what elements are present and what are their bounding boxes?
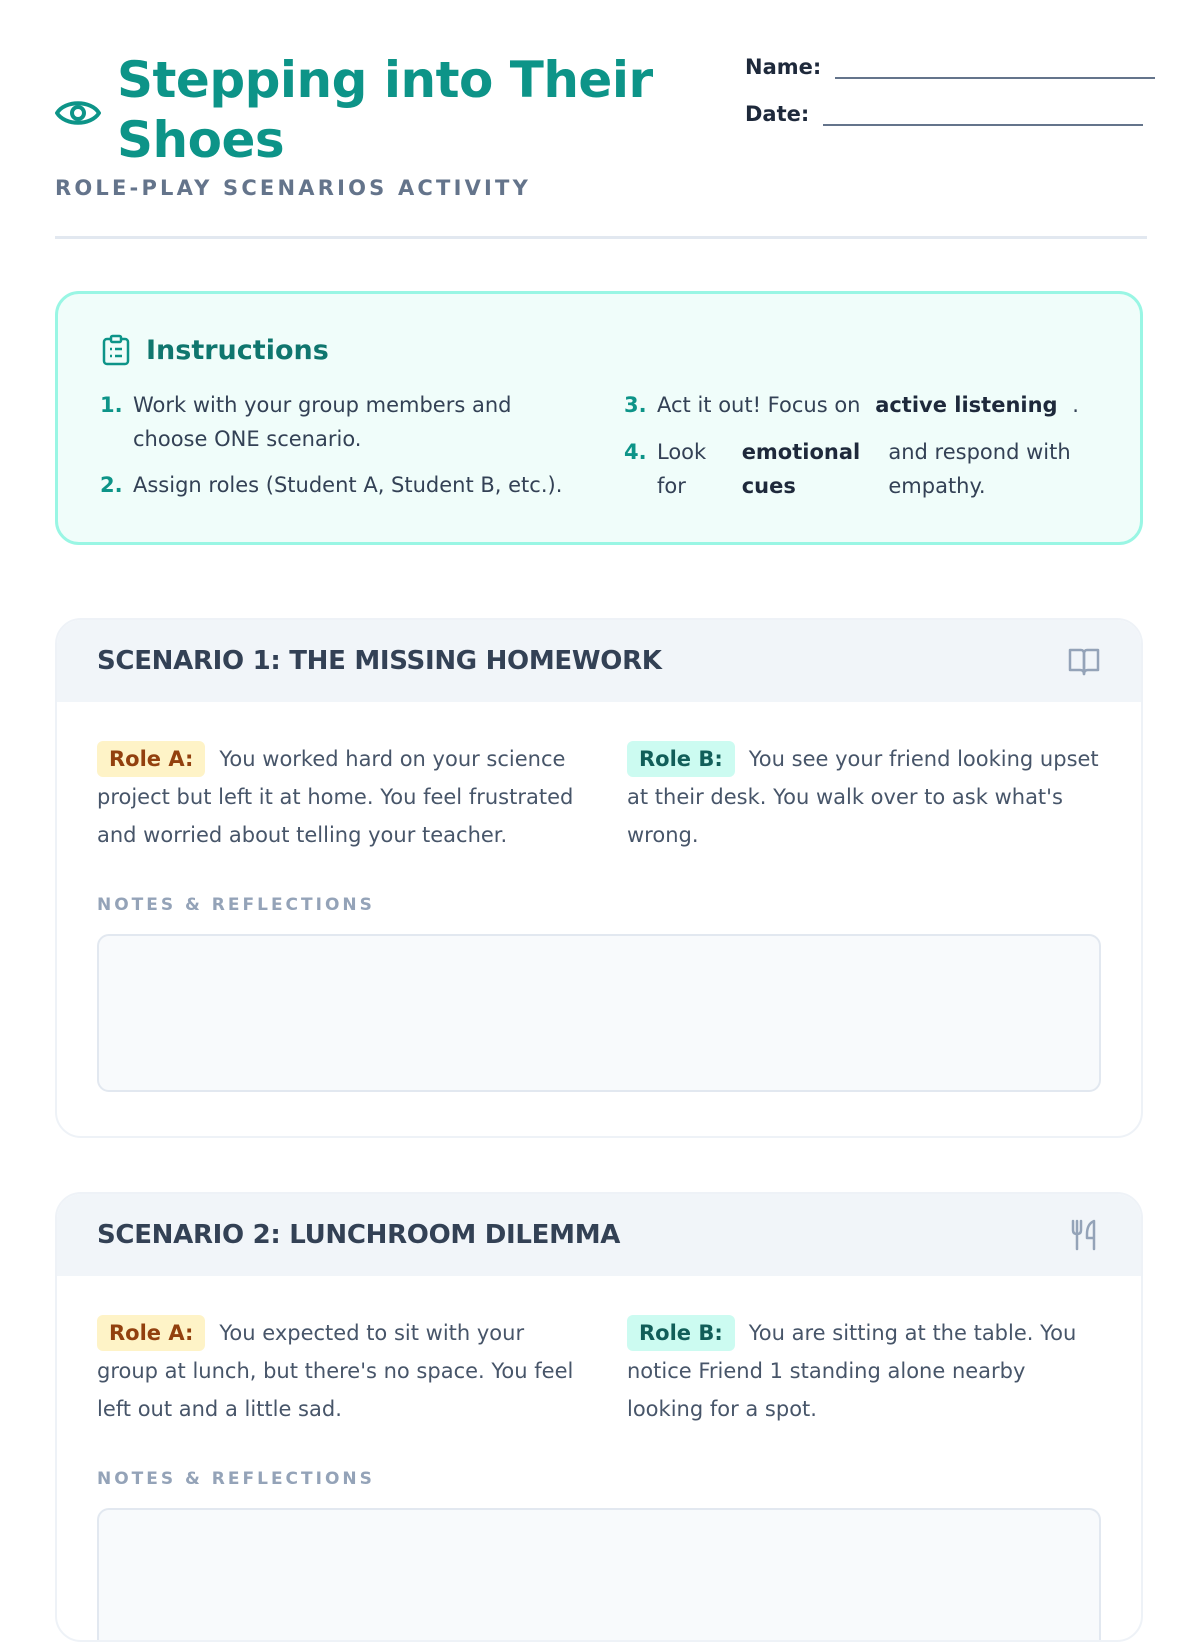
scenario-header [57, 1194, 1141, 1276]
role-a-badge: Role A: [97, 1315, 205, 1351]
roles [57, 1276, 1141, 1446]
date-label: Date: [745, 102, 810, 126]
scenario-title: SCENARIO 2: LUNCHROOM DILEMMA [97, 1220, 621, 1250]
notes-input[interactable] [97, 934, 1101, 1092]
step-text [657, 435, 1088, 503]
utensils-icon [1067, 1218, 1101, 1252]
instruction-step [100, 468, 580, 502]
worksheet-page [55, 0, 1147, 1489]
date-line[interactable] [823, 102, 1143, 126]
step-text: Assign roles (Student A, Student B, etc.). [133, 473, 563, 497]
instruction-step [624, 435, 1104, 503]
role-a-badge: Role A: [97, 741, 205, 777]
scenario-card-1 [55, 618, 1143, 1138]
notes-label: NOTES & REFLECTIONS [97, 1469, 375, 1489]
step-text-pre: Act it out! Focus on [657, 393, 861, 417]
role-b-text: You see your friend looking upset at their desk. You walk over to ask what's wrong. [627, 747, 1099, 847]
eye-icon [55, 96, 101, 130]
step-text-post: and respond with empathy. [888, 440, 1071, 498]
role-b-badge: Role B: [627, 741, 735, 777]
step-text-pre: Look for [657, 440, 707, 498]
step-text-emphasis: emotional cues [741, 440, 861, 498]
instruction-step [100, 388, 560, 456]
header [55, 0, 1147, 239]
scenario-card-2 [55, 1192, 1143, 1642]
role-b-text: You are sitting at the table. You notice Friend 1 standing alone nearby looking for a spot. [627, 1321, 1077, 1421]
role-a-text: You worked hard on your science project but left it at home. You feel frustrated and worried about telling your teacher. [97, 747, 574, 847]
instructions-header [102, 334, 329, 366]
scenario-title: SCENARIO 1: THE MISSING HOMEWORK [97, 646, 662, 676]
step-text-emphasis: active listening [875, 393, 1058, 417]
role-b-description [627, 740, 1107, 854]
date-field[interactable] [745, 102, 1143, 126]
page-subtitle: ROLE-PLAY SCENARIOS ACTIVITY [55, 176, 531, 200]
step-number: 2. [100, 473, 123, 497]
step-text-post: . [1072, 393, 1079, 417]
step-text [657, 388, 1079, 422]
step-number: 4. [624, 440, 647, 464]
role-a-description [97, 740, 577, 854]
instruction-step [624, 388, 1104, 422]
notes-label: NOTES & REFLECTIONS [97, 895, 375, 915]
notes-input[interactable] [97, 1508, 1101, 1642]
clipboard-icon [102, 334, 130, 366]
role-b-description [627, 1314, 1107, 1428]
book-open-icon [1067, 644, 1101, 678]
role-b-badge: Role B: [627, 1315, 735, 1351]
step-text: Work with your group members and choose ONE scenario. [133, 393, 512, 451]
step-number: 1. [100, 393, 123, 417]
instructions-title: Instructions [146, 334, 329, 366]
roles [57, 702, 1141, 872]
page-title: Stepping into Their Shoes [117, 51, 653, 169]
name-line[interactable] [835, 55, 1155, 79]
role-a-description [97, 1314, 577, 1428]
name-field[interactable] [745, 55, 1155, 79]
instructions-panel [55, 291, 1143, 545]
scenario-header [57, 620, 1141, 702]
role-a-text: You expected to sit with your group at lunch, but there's no space. You feel left out and a little sad. [97, 1321, 574, 1421]
step-number: 3. [624, 393, 647, 417]
name-label: Name: [745, 55, 822, 79]
